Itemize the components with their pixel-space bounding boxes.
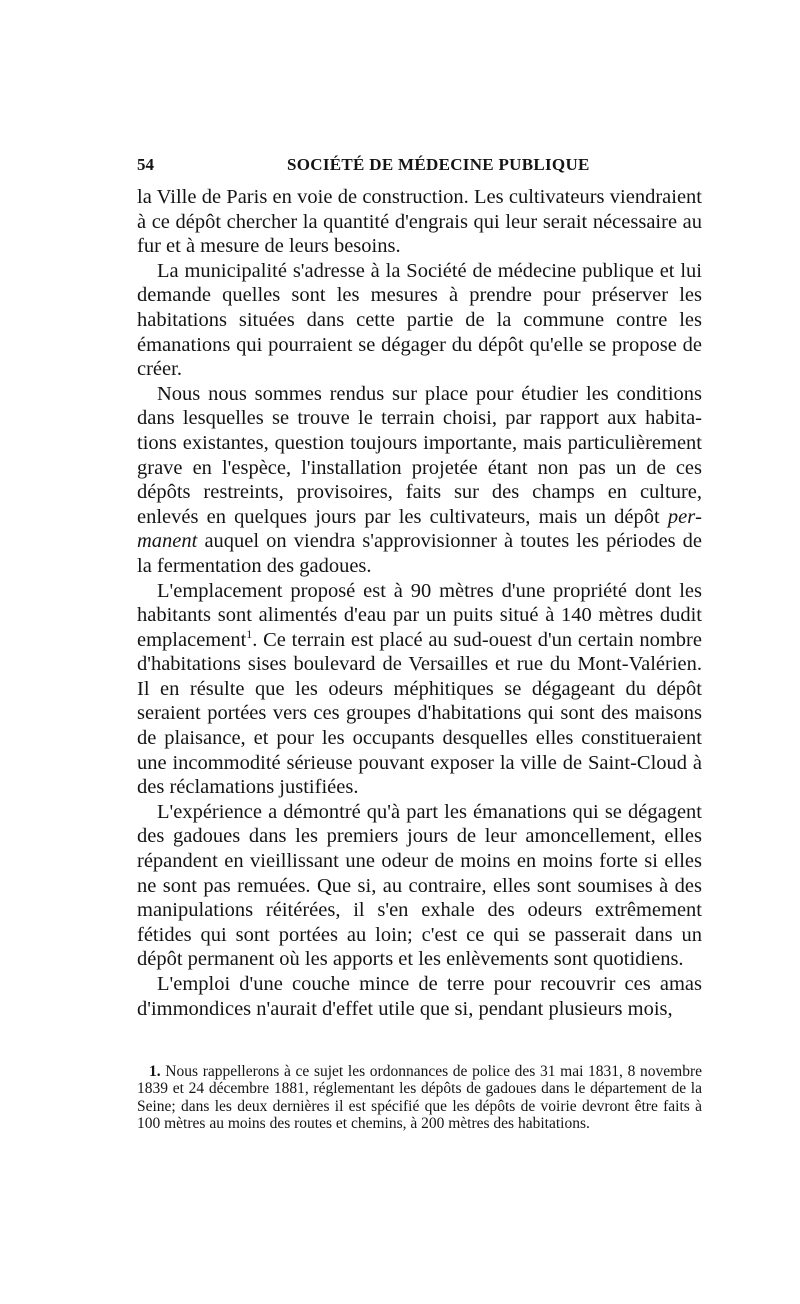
page-number: 54 [137, 155, 154, 174]
paragraph-3-emphasis: permanent [137, 505, 702, 553]
paragraph-2: La municipalité s'adresse à la Société de médecine publique et lui demande quelles sont les mesures à prendre pour préserver les habitations situées dans cette partie de la commune contre les émanations qui pourraient se dégager du dépôt qu'elle se propose de créer. [137, 259, 702, 381]
main-text [137, 185, 702, 1021]
footnote-1 [137, 1063, 702, 1133]
paragraph-4-text-b: . Ce terrain est placé au sud-ouest d'un certain nombre d'habitations sises boulevard de Versailles et rue du Mont-Valérien. Il en résulte que les odeurs méphitiques se dégageant du dépôt seraient portées vers ces groupes d'habitations qui sont des maisons de plaisance, et pour les occupants desquelles elles constitueraient une incommodité sérieuse pouvant exposer la ville de Saint-Cloud à des réclamations justifiées. [137, 628, 702, 799]
paragraph-5: L'expérience a démontré qu'à part les émanations qui se dégagent des gadoues dans les premiers jours de leur amoncellement, elles répandent en vieillissant une odeur de moins en moins forte si elles ne sont pas remuées. Que si, au contraire, elles sont soumises à des manipulations réitérées, il s'en exhale des odeurs extrêmement fétides qui sont portées au loin; c'est ce qui se passerait dans un dépôt permanent où les apports et les enlèvements sont quotidiens. [137, 800, 702, 971]
paragraph-1: la Ville de Paris en voie de construction. Les cultivateurs viendraient à ce dépôt chercher la quantité d'engrais qui leur serait nécessaire au fur et à mesure de leurs besoins. [137, 186, 702, 258]
footnote-marker: 1. [149, 1063, 161, 1080]
footnote-reference[interactable]: 1 [246, 626, 253, 641]
paragraph-4-text-a: L'emplacement proposé est à 90 mètres d'une propriété dont les habitants sont alimentés d'eau par un puits situé à 140 mètres dudit emplacement [137, 579, 702, 651]
footnote-text: Nous rappellerons à ce sujet les ordonnances de police des 31 mai 1831, 8 novembre 1839 et 24 décembre 1881, réglementant les dépôts de gadoues dans le département de la Seine; dans les deux dernières il est spécifié que les dépôts de voirie devront être faits à 100 mètres au moins des routes et chemins, à 200 mètres des habitations. [137, 1063, 702, 1133]
page-header [137, 155, 702, 181]
paragraph-3 [137, 382, 702, 579]
footnote-block [137, 1063, 702, 1133]
paragraph-4 [137, 579, 702, 800]
paragraph-3-text-a: Nous nous sommes rendus sur place pour étudier les conditions dans lesquelles se trouve le terrain choisi, par rapport aux habitations existantes, question toujours importante, mais particulièrement grave en l'espèce, l'installation projetée étant non pas un de ces dépôts restreints, provisoires, faits sur des champs en culture, enlevés en quelques jours par les cultivateurs, mais un dépôt [137, 382, 702, 528]
paragraph-6: L'emploi d'une couche mince de terre pour recouvrir ces amas d'immondices n'aurait d'effet utile que si, pendant plusieurs mois, [137, 973, 702, 1020]
running-title: SOCIÉTÉ DE MÉDECINE PUBLIQUE [287, 155, 590, 174]
paragraph-3-text-b: auquel on viendra s'approvisionner à toutes les périodes de la fermentation des gadoues. [137, 530, 702, 577]
